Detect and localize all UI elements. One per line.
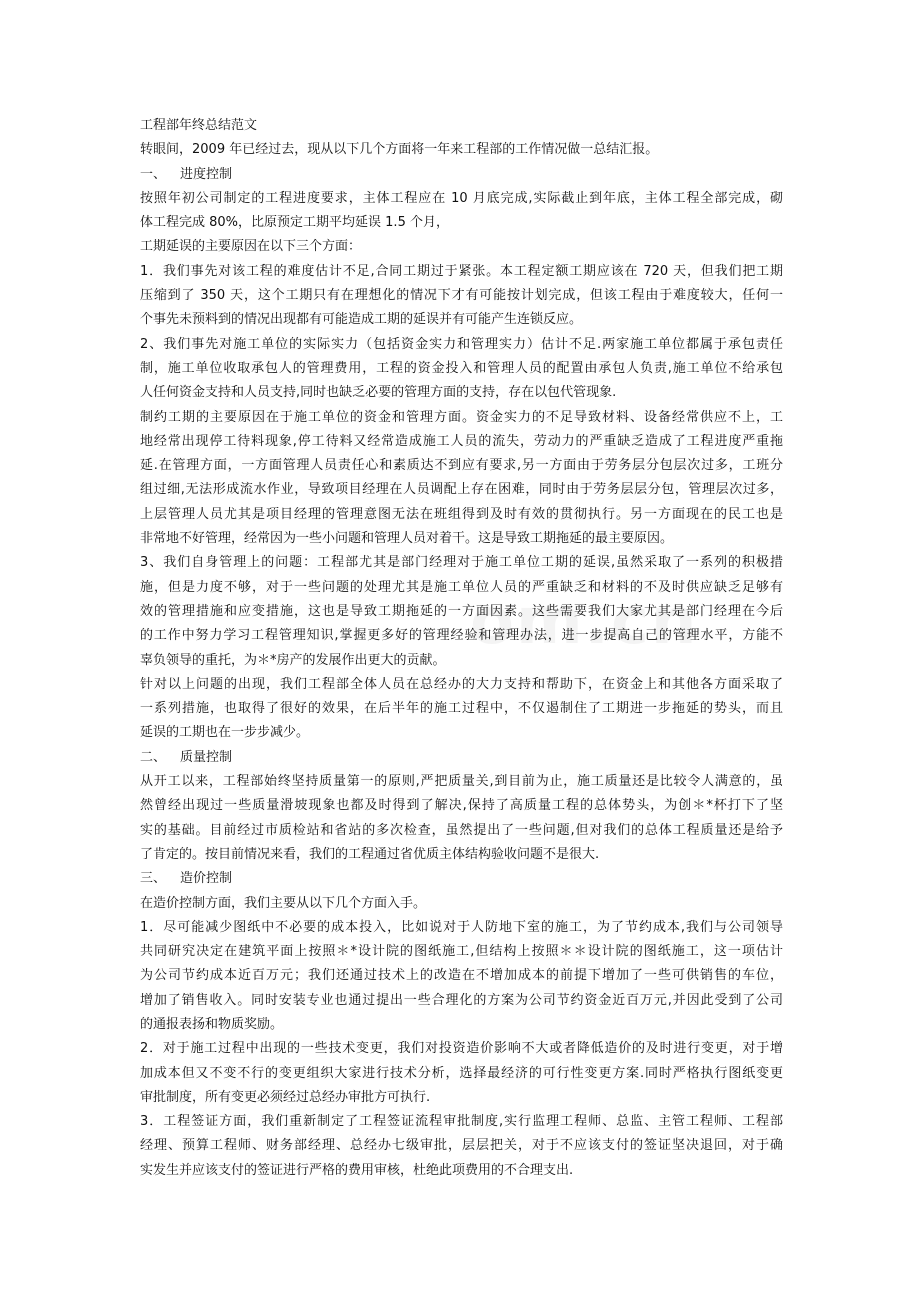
- paragraph-line: 人任何资金支持和人员支持,同时也缺乏必要的管理方面的支持，存在以包代管现象.: [140, 385, 617, 401]
- intro-paragraph: 转眼间，2009 年已经过去，现从以下几个方面将一年来工程部的工作情况做一总结汇报。: [140, 142, 659, 158]
- document-body: [140, 114, 783, 1183]
- paragraph-line: 了肯定的。按目前情况来看，我们的工程通过省优质主体结构验收问题不是很大.: [140, 846, 600, 862]
- paragraph-line: 2．对于施工过程中出现的一些技术变更，我们对投资造价影响不大或者降低造价的及时进行变更，对于增: [140, 1041, 783, 1057]
- paragraph-line: 地经常出现停工待料现象,停工待料又经常造成施工人员的流失，劳动力的严重缺乏造成了工程进度严重拖: [140, 433, 783, 449]
- paragraph-line: 效的管理措施和应变措施，这也是导致工期拖延的一方面因素。这些需要我们大家尤其是部门经理在今后: [140, 603, 783, 619]
- paragraph-line: 3．工程签证方面，我们重新制定了工程签证流程审批制度,实行监理工程师、总监、主管工程师、工程部: [140, 1114, 783, 1130]
- paragraph: [140, 260, 783, 333]
- paragraph: [140, 1110, 783, 1183]
- paragraph-line: 审批制度，所有变更必须经过总经办审批方可执行.: [140, 1089, 431, 1105]
- paragraph: [140, 770, 783, 867]
- paragraph-line: 的通报表扬和物质奖励。: [140, 1016, 284, 1032]
- paragraph-line: 压缩到了 350 天，这个工期只有在理想化的情况下才有可能按计划完成，但该工程由于难度较大，任何一: [140, 288, 783, 304]
- paragraph-line: 上层管理人员尤其是项目经理的管理意图无法在班组得到及时有效的贯彻执行。另一方面现在的民工也是: [140, 506, 783, 522]
- paragraph-line: 经理、预算工程师、财务部经理、总经办七级审批，层层把关，对于不应该支付的签证坚决退回，对于确: [140, 1138, 783, 1154]
- paragraph-line: 非常地不好管理，经常因为一些小问题和管理人员对着干。这是导致工期拖延的最主要原因。: [140, 531, 674, 547]
- section-heading-progress: [140, 163, 783, 187]
- paragraph-line: 按照年初公司制定的工程进度要求，主体工程应在 10 月底完成,实际截止到年底，主体工程全部完成，砌: [140, 190, 783, 206]
- section-heading-cost: [140, 867, 783, 891]
- section-number: 三、: [140, 871, 167, 887]
- section-number: 二、: [140, 749, 167, 765]
- paragraph: [140, 673, 783, 746]
- paragraph-line: 从开工以来，工程部始终坚持质量第一的原则,严把质量关,到目前为止，施工质量还是比较令人满意的，虽: [140, 774, 783, 790]
- paragraph-line: 为公司节约成本近百万元；我们还通过技术上的改造在不增加成本的前提下增加了一些可供销售的车位，: [140, 968, 783, 984]
- paragraph-line: 1．我们事先对该工程的难度估计不足,合同工期过于紧张。本工程定额工期应该在 720 天，但我们把工期: [140, 263, 783, 279]
- paragraph-line: 辜负领导的重托，为＊*房产的发展作出更大的贡献。: [140, 652, 446, 668]
- paragraph: [140, 1037, 783, 1110]
- paragraph-line: 一系列措施，也取得了很好的效果，在后半年的施工过程中，不仅遏制住了工期进一步拖延的势头，而且: [140, 701, 783, 717]
- section-heading-quality: [140, 746, 783, 770]
- paragraph-line: 延.在管理方面，一方面管理人员责任心和素质达不到应有要求,另一方面由于劳务层分包层次过多，工班分: [140, 458, 783, 474]
- paragraph-line: 3、我们自身管理上的问题：工程部尤其是部门经理对于施工单位工期的延误,虽然采取了一系列的积极措: [140, 555, 783, 571]
- paragraph-line: 个事先未预料到的情况出现都有可能造成工期的延误并有可能产生连锁反应。: [140, 312, 583, 328]
- paragraph-line: 针对以上问题的出现，我们工程部全体人员在总经办的大力支持和帮助下，在资金上和其他各方面采取了: [140, 676, 783, 692]
- section-title: 造价控制: [180, 871, 233, 887]
- paragraph-line: 增加了销售收入。同时安装专业也通过提出一些合理化的方案为公司节约资金近百万元,并因此受到了公司: [140, 992, 783, 1008]
- paragraph-line: 实的基础。目前经过市质检站和省站的多次检查，虽然提出了一些问题,但对我们的总体工程质量还是给予: [140, 822, 783, 838]
- paragraph-line: 实发生并应该支付的签证进行严格的费用审核，杜绝此项费用的不合理支出.: [140, 1162, 574, 1178]
- paragraph: [140, 333, 783, 406]
- paragraph-line: 制约工期的主要原因在于施工单位的资金和管理方面。资金实力的不足导致材料、设备经常供应不上，工: [140, 409, 783, 425]
- paragraph-line: 2、我们事先对施工单位的实际实力（包括资金实力和管理实力）估计不足.两家施工单位都属于承包责任: [140, 336, 783, 352]
- paragraph: [140, 235, 783, 259]
- paragraph-line: 工期延误的主要原因在以下三个方面：: [140, 239, 362, 255]
- section-title: 进度控制: [180, 166, 233, 182]
- paragraph-line: 加成本但又不变不行的变更组织大家进行技术分析，选择最经济的可行性变更方案.同时严格执行图纸变更: [140, 1065, 783, 1081]
- section-title: 质量控制: [180, 749, 233, 765]
- paragraph-line: 的工作中努力学习工程管理知识,掌握更多好的管理经验和管理办法，进一步提高自己的管理水平，方能不: [140, 628, 783, 644]
- paragraph-line: 1．尽可能减少图纸中不必要的成本投入，比如说对于人防地下室的施工，为了节约成本,我们与公司领导: [140, 919, 783, 935]
- paragraph-line: 施，但是力度不够，对于一些问题的处理尤其是施工单位人员的严重缺乏和材料的不及时供应缺乏足够有: [140, 579, 783, 595]
- paragraph: [140, 406, 783, 552]
- paragraph-line: 延误的工期也在一步步减少。: [140, 725, 310, 741]
- paragraph: [140, 187, 783, 236]
- paragraph-line: 组过细,无法形成流水作业，导致项目经理在人员调配上存在困难，同时由于劳务层层分包，管理层次过多，: [140, 482, 783, 498]
- paragraph-line: 共同研究决定在建筑平面上按照＊*设计院的图纸施工,但结构上按照＊＊设计院的图纸施工，这一项估计: [140, 944, 783, 960]
- paragraph: [140, 892, 783, 916]
- document-title: 工程部年终总结范文: [140, 118, 258, 133]
- paragraph: [140, 916, 783, 1037]
- paragraph: [140, 551, 783, 672]
- paragraph-line: 在造价控制方面，我们主要从以下几个方面入手。: [140, 895, 427, 911]
- paragraph-line: 然曾经出现过一些质量滑坡现象也都及时得到了解决,保持了高质量工程的总体势头，为创＊*杯打下了坚: [140, 798, 783, 814]
- section-number: 一、: [140, 166, 167, 182]
- paragraph-line: 体工程完成 80%，比原预定工期平均延误 1.5 个月，: [140, 215, 449, 231]
- paragraph-line: 制，施工单位收取承包人的管理费用，工程的资金投入和管理人员的配置由承包人负责,施工单位不给承包: [140, 360, 783, 376]
